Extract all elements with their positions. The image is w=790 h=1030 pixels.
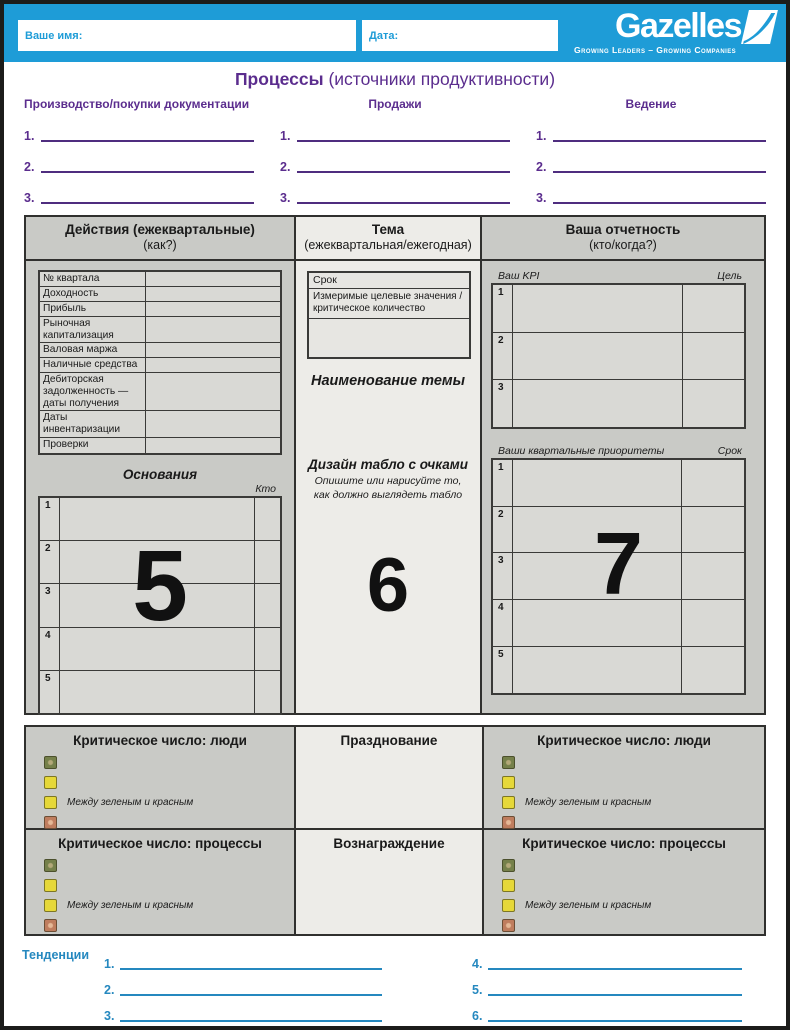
gazelles-logo bbox=[574, 7, 774, 55]
priority-row: 5 bbox=[493, 647, 744, 693]
blank-line-row[interactable] bbox=[104, 945, 382, 971]
blank-line-row[interactable] bbox=[280, 174, 510, 205]
kpi-row: 2 bbox=[493, 333, 744, 381]
metric-row: Рыночная капитализация bbox=[40, 317, 280, 343]
line-number: 2. bbox=[104, 983, 115, 998]
main-table bbox=[24, 215, 766, 715]
metric-row: Доходность bbox=[40, 287, 280, 302]
basis-table bbox=[38, 496, 282, 715]
column-actions bbox=[26, 217, 294, 713]
line-number: 2. bbox=[24, 160, 35, 175]
write-in-line[interactable] bbox=[488, 1020, 742, 1022]
basis-entry-cell[interactable] bbox=[60, 628, 254, 670]
basis-row: 5 bbox=[40, 671, 280, 713]
date-field-label: Дата: bbox=[369, 29, 399, 42]
critical-numbers-table bbox=[24, 725, 766, 936]
basis-row: 1 bbox=[40, 498, 280, 541]
metrics-table bbox=[38, 270, 282, 455]
measurable-entry-cell[interactable] bbox=[309, 319, 469, 357]
status-square-yellow-icon bbox=[502, 899, 515, 912]
status-square-yellow-icon bbox=[502, 879, 515, 892]
status-legend: Между зеленым и красным bbox=[44, 753, 193, 833]
big-number-6: 6 bbox=[366, 543, 410, 629]
priority-entry-cell[interactable] bbox=[513, 600, 681, 646]
status-square-yellow-icon bbox=[44, 796, 57, 809]
blank-line-row[interactable] bbox=[280, 143, 510, 174]
top-lists bbox=[24, 97, 766, 205]
critical-process-right: Критическое число: процессы Между зеленым и красным bbox=[484, 830, 764, 934]
status-square-red-icon bbox=[44, 816, 57, 829]
status-legend: Между зеленым и красным bbox=[502, 856, 651, 936]
blank-line-row[interactable] bbox=[24, 174, 254, 205]
metric-value-cell[interactable] bbox=[146, 373, 280, 410]
metric-row: Даты инвентаризации bbox=[40, 411, 280, 437]
blank-line-row[interactable] bbox=[104, 971, 382, 997]
line-number: 3. bbox=[24, 191, 35, 206]
metric-value-cell[interactable] bbox=[146, 317, 280, 342]
blank-line-row[interactable] bbox=[104, 997, 382, 1023]
col-header-accountability: Ваша отчетность (кто/когда?) bbox=[482, 217, 764, 261]
basis-entry-cell[interactable] bbox=[60, 541, 254, 583]
line-number: 3. bbox=[104, 1009, 115, 1024]
status-square-green-icon bbox=[502, 756, 515, 769]
status-square-green-icon bbox=[44, 859, 57, 872]
basis-entry-cell[interactable] bbox=[60, 671, 254, 713]
priority-entry-cell[interactable] bbox=[513, 553, 681, 599]
goal-label: Цель bbox=[717, 269, 742, 282]
goal-cell[interactable] bbox=[682, 333, 744, 380]
line-number: 2. bbox=[536, 160, 547, 175]
who-column-label: Кто bbox=[255, 482, 276, 495]
column-heading: Ведение bbox=[625, 96, 677, 111]
write-in-line[interactable] bbox=[41, 171, 254, 173]
name-field[interactable] bbox=[18, 20, 356, 51]
status-square-green-icon bbox=[44, 756, 57, 769]
write-in-line[interactable] bbox=[297, 140, 510, 142]
write-in-line[interactable] bbox=[488, 968, 742, 970]
write-in-line[interactable] bbox=[553, 202, 766, 204]
name-field-label: Ваше имя: bbox=[25, 29, 83, 42]
kpi-entry-cell[interactable] bbox=[513, 285, 682, 332]
blank-line-row[interactable] bbox=[536, 143, 766, 174]
goal-cell[interactable] bbox=[682, 380, 744, 427]
metric-value-cell[interactable] bbox=[146, 438, 280, 453]
column-theme bbox=[294, 217, 482, 713]
kpi-entry-cell[interactable] bbox=[513, 333, 682, 380]
kpi-labels-row bbox=[498, 270, 742, 282]
basis-row: 3 bbox=[40, 584, 280, 627]
priority-row: 1 bbox=[493, 460, 744, 507]
priorities-table bbox=[491, 458, 746, 695]
write-in-line[interactable] bbox=[120, 1020, 382, 1022]
write-in-line[interactable] bbox=[553, 140, 766, 142]
kpi-row: 1 bbox=[493, 285, 744, 333]
priorities-labels-row bbox=[498, 445, 742, 457]
logo-tagline: Growing Leaders – Growing Companies bbox=[574, 45, 737, 55]
line-number: 1. bbox=[24, 129, 35, 144]
kpi-row: 3 bbox=[493, 380, 744, 427]
who-cell[interactable] bbox=[254, 584, 280, 626]
basis-row: 4 bbox=[40, 628, 280, 671]
metric-value-cell[interactable] bbox=[146, 358, 280, 372]
status-legend: Между зеленым и красным bbox=[44, 856, 193, 936]
blank-line-row[interactable] bbox=[24, 143, 254, 174]
scoreboard-design-title: Дизайн табло с очками bbox=[308, 456, 468, 472]
kpi-entry-cell[interactable] bbox=[513, 380, 682, 427]
top-list-sales bbox=[280, 97, 510, 205]
priorities-label: Ваши квартальные приоритеты bbox=[498, 444, 665, 457]
trends-label: Тенденции bbox=[22, 947, 90, 962]
status-square-yellow-icon bbox=[44, 899, 57, 912]
column-heading: Продажи bbox=[368, 96, 422, 111]
theme-deadline-box bbox=[307, 271, 471, 359]
big-number-5: 5 bbox=[132, 529, 188, 642]
who-cell[interactable] bbox=[254, 628, 280, 670]
write-in-line[interactable] bbox=[488, 994, 742, 996]
priority-entry-cell[interactable] bbox=[513, 460, 681, 506]
basis-row: 2 bbox=[40, 541, 280, 584]
deadline-cell[interactable] bbox=[681, 507, 744, 553]
deadline-cell[interactable] bbox=[681, 460, 744, 506]
date-field[interactable] bbox=[362, 20, 558, 51]
deadline-label: Срок bbox=[717, 444, 742, 457]
blank-line-row[interactable] bbox=[536, 112, 766, 143]
line-number: 1. bbox=[104, 957, 115, 972]
who-cell[interactable] bbox=[254, 541, 280, 583]
write-in-line[interactable] bbox=[41, 140, 254, 142]
who-cell[interactable] bbox=[254, 671, 280, 713]
write-in-line[interactable] bbox=[120, 968, 382, 970]
line-number: 6. bbox=[472, 1009, 483, 1024]
blank-line-row[interactable] bbox=[24, 112, 254, 143]
trends-section bbox=[4, 945, 786, 1029]
status-square-yellow-icon bbox=[502, 776, 515, 789]
metric-value-cell[interactable] bbox=[146, 343, 280, 357]
line-number: 5. bbox=[472, 983, 483, 998]
top-list-production bbox=[24, 97, 254, 205]
write-in-line[interactable] bbox=[120, 994, 382, 996]
metric-row: Прибыль bbox=[40, 302, 280, 317]
metric-value-cell[interactable] bbox=[146, 302, 280, 316]
critical-people-left: Критическое число: люди Между зеленым и красным bbox=[26, 727, 294, 830]
big-number-7: 7 bbox=[594, 513, 643, 613]
write-in-line[interactable] bbox=[297, 171, 510, 173]
line-number: 1. bbox=[280, 129, 291, 144]
blank-line-row[interactable] bbox=[536, 174, 766, 205]
line-number: 4. bbox=[472, 957, 483, 972]
status-square-yellow-icon bbox=[44, 776, 57, 789]
blank-line-row[interactable] bbox=[280, 112, 510, 143]
celebration-cell[interactable]: Празднование bbox=[294, 727, 484, 830]
metric-row: Проверки bbox=[40, 438, 280, 453]
status-square-yellow-icon bbox=[502, 796, 515, 809]
status-square-green-icon bbox=[502, 859, 515, 872]
priority-row: 2 bbox=[493, 507, 744, 554]
line-number: 3. bbox=[536, 191, 547, 206]
metric-row: № квартала bbox=[40, 272, 280, 287]
metric-value-cell[interactable] bbox=[146, 287, 280, 301]
basis-entry-cell[interactable] bbox=[60, 498, 254, 540]
write-in-line[interactable] bbox=[553, 171, 766, 173]
blank-line-row[interactable] bbox=[472, 945, 742, 971]
line-number: 1. bbox=[536, 129, 547, 144]
priority-entry-cell[interactable] bbox=[513, 507, 681, 553]
who-cell[interactable] bbox=[254, 498, 280, 540]
col-header-actions: Действия (ежеквартальные) (как?) bbox=[26, 217, 294, 261]
status-square-yellow-icon bbox=[44, 879, 57, 892]
trends-left-group bbox=[104, 945, 382, 1023]
deadline-cell[interactable] bbox=[681, 647, 744, 693]
metric-row: Валовая маржа bbox=[40, 343, 280, 358]
theme-name-label: Наименование темы bbox=[310, 372, 465, 389]
line-number: 2. bbox=[280, 160, 291, 175]
kpi-table bbox=[491, 283, 746, 429]
priority-row: 4 bbox=[493, 600, 744, 647]
deadline-label-cell[interactable]: Срок bbox=[309, 273, 469, 289]
top-list-management bbox=[536, 97, 766, 205]
reward-cell[interactable]: Вознаграждение bbox=[294, 830, 484, 934]
status-square-red-icon bbox=[502, 816, 515, 829]
metric-row: Дебиторская задолженность — даты получения bbox=[40, 373, 280, 411]
write-in-line[interactable] bbox=[41, 202, 254, 204]
critical-people-right: Критическое число: люди Между зеленым и красным bbox=[484, 727, 764, 830]
top-band bbox=[4, 4, 786, 62]
write-in-line[interactable] bbox=[297, 202, 510, 204]
basis-entry-cell[interactable] bbox=[60, 584, 254, 626]
kpi-label: Ваш KPI bbox=[498, 269, 540, 282]
status-square-red-icon bbox=[502, 919, 515, 932]
column-heading: Производство/покупки документации bbox=[24, 96, 250, 111]
priority-entry-cell[interactable] bbox=[513, 647, 681, 693]
metric-row: Наличные средства bbox=[40, 358, 280, 373]
deadline-cell[interactable] bbox=[681, 600, 744, 646]
measurable-target-cell[interactable]: Измеримые целевые значения / критическое количество bbox=[309, 289, 469, 319]
logo-wordmark: Gazelles bbox=[615, 7, 741, 45]
basis-title: Основания bbox=[122, 466, 198, 482]
priority-row: 3 bbox=[493, 553, 744, 600]
gazelles-swoosh-icon bbox=[741, 10, 778, 44]
status-legend: Между зеленым и красным bbox=[502, 753, 651, 833]
metric-value-cell[interactable] bbox=[146, 411, 280, 436]
page-title: Процессы (источники продуктивности) bbox=[234, 69, 556, 89]
col-header-theme: Тема (ежеквартальная/ежегодная) bbox=[296, 217, 480, 261]
critical-process-left: Критическое число: процессы Между зеленым и красным bbox=[26, 830, 294, 934]
goal-cell[interactable] bbox=[682, 285, 744, 332]
metric-value-cell[interactable] bbox=[146, 272, 280, 286]
status-square-red-icon bbox=[44, 919, 57, 932]
deadline-cell[interactable] bbox=[681, 553, 744, 599]
blank-line-row[interactable] bbox=[472, 971, 742, 997]
blank-line-row[interactable] bbox=[472, 997, 742, 1023]
trends-right-group bbox=[472, 945, 742, 1023]
column-accountability bbox=[482, 217, 764, 713]
scoreboard-design-hint: Опишите или нарисуйте то, как должно выглядеть табло bbox=[313, 474, 463, 501]
line-number: 3. bbox=[280, 191, 291, 206]
